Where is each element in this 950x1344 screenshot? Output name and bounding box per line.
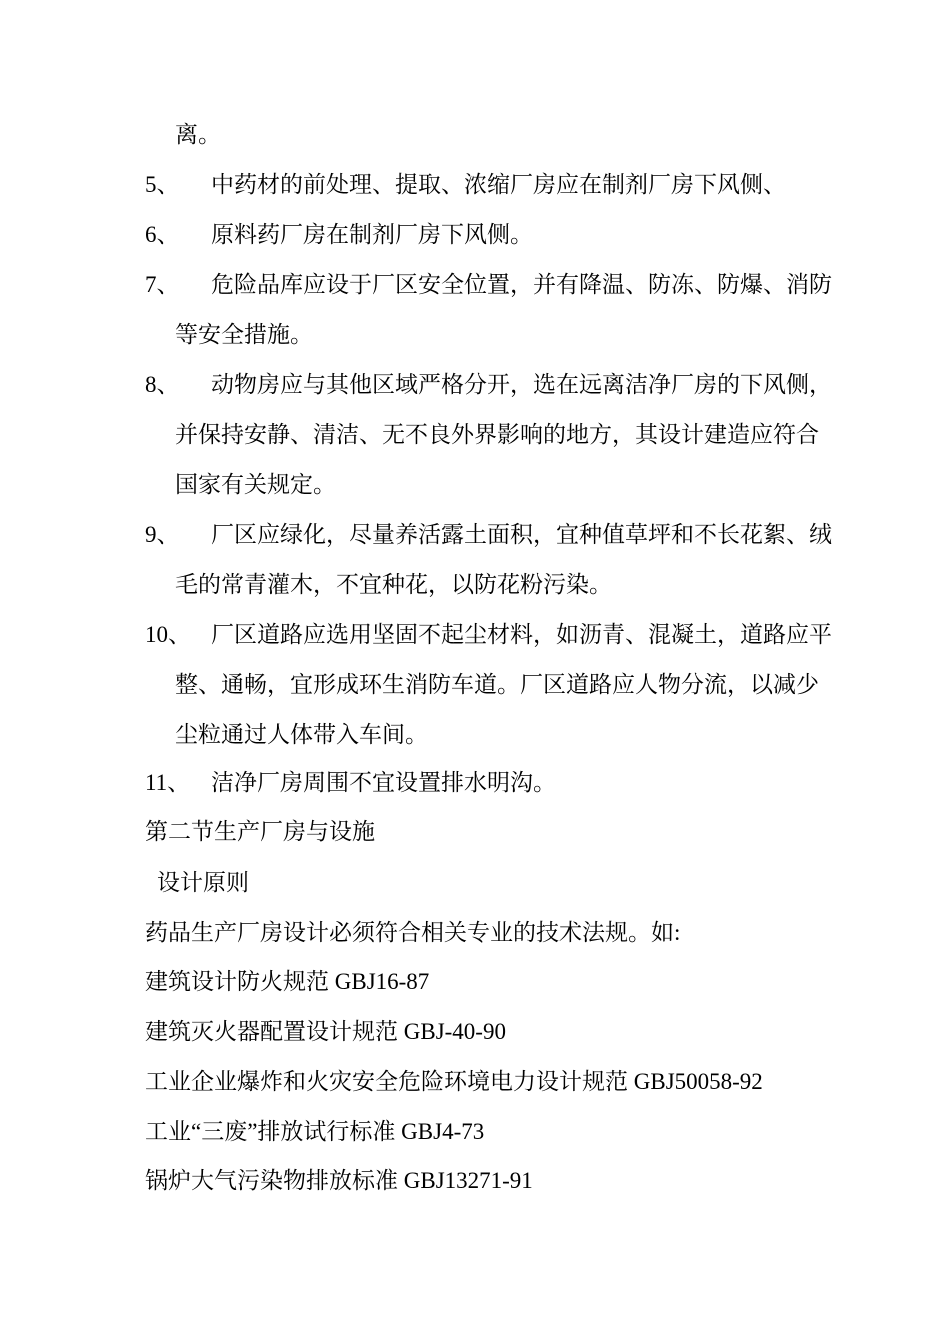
section-subheading-text: 设计原则 — [157, 870, 249, 895]
list-item-text: 毛的常青灌木，不宜种花，以防花粉污染。 — [175, 572, 612, 597]
list-item-text: 危险品库应设于厂区安全位置，并有降温、防冻、防爆、消防 — [211, 272, 832, 297]
standard-text: 工业“三废”排放试行标准 GBJ4-73 — [145, 1119, 485, 1144]
list-number: 9、 — [145, 522, 180, 547]
list-item-text: 厂区道路应选用坚固不起尘材料，如沥青、混凝土，道路应平 — [211, 622, 832, 647]
list-item-text: 原料药厂房在制剂厂房下风侧。 — [211, 222, 533, 247]
list-number: 6、 — [145, 222, 180, 247]
list-item-text: 等安全措施。 — [175, 322, 313, 347]
standard-text: 工业企业爆炸和火灾安全危险环境电力设计规范 GBJ50058-92 — [145, 1069, 763, 1094]
list-item-text: 并保持安静、清洁、无不良外界影响的地方，其设计建造应符合 — [175, 422, 819, 447]
list-number: 11、 — [145, 770, 191, 795]
list-item-text: 国家有关规定。 — [175, 472, 336, 497]
standard-text: 建筑设计防火规范 GBJ16-87 — [145, 969, 430, 994]
list-number: 5、 — [145, 172, 180, 197]
list-item-text: 洁净厂房周围不宜设置排水明沟。 — [211, 770, 556, 795]
list-item-text: 厂区应绿化，尽量养活露土面积，宜种值草坪和不长花絮、绒 — [211, 522, 832, 547]
list-number: 8、 — [145, 372, 180, 397]
list-item-text: 整、通畅，宜形成环生消防车道。厂区道路应人物分流，以减少 — [175, 672, 819, 697]
standard-text: 锅炉大气污染物排放标准 GBJ13271-91 — [145, 1168, 533, 1193]
standard-text: 建筑灭火器配置设计规范 GBJ-40-90 — [145, 1019, 506, 1044]
list-item-text: 动物房应与其他区域严格分开，选在远离洁净厂房的下风侧， — [211, 372, 832, 397]
section-intro-text: 药品生产厂房设计必须符合相关专业的技术法规。如: — [145, 920, 681, 945]
list-item-text: 中药材的前处理、提取、浓缩厂房应在制剂厂房下风侧、 — [211, 172, 786, 197]
list-number: 7、 — [145, 272, 180, 297]
continuation-text: 离。 — [175, 122, 221, 147]
list-number: 10、 — [145, 622, 191, 647]
section-heading-text: 第二节生产厂房与设施 — [145, 819, 375, 844]
list-item-text: 尘粒通过人体带入车间。 — [175, 722, 428, 747]
